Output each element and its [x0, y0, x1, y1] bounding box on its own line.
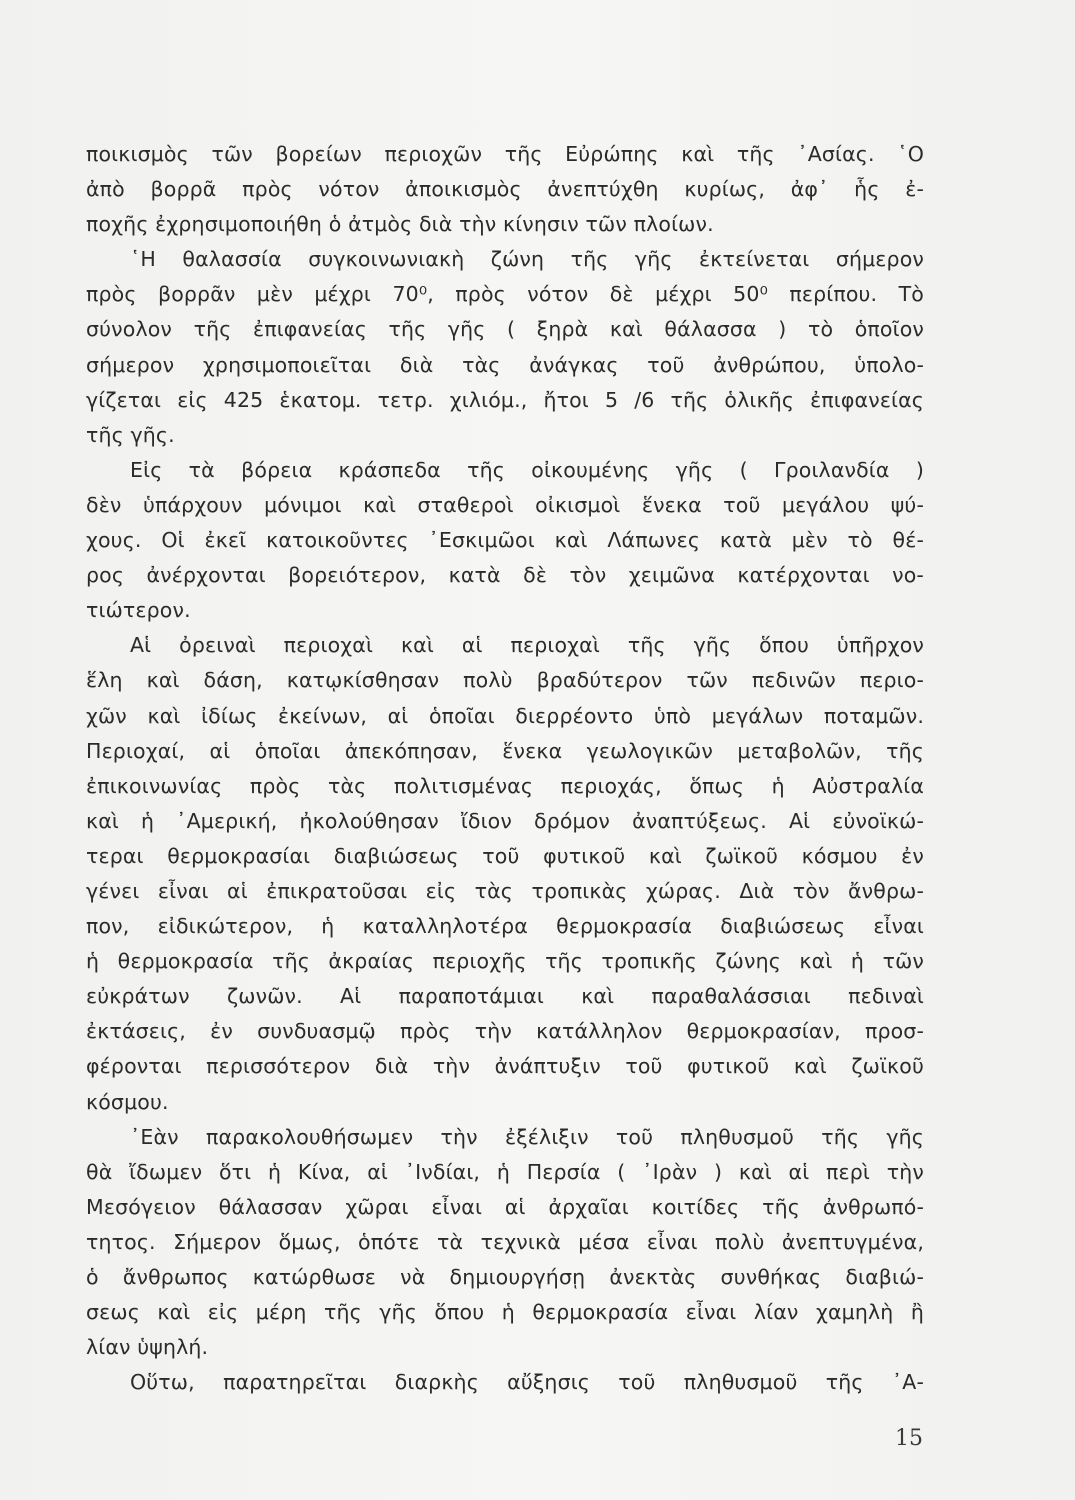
text-line: τητος. Σήμερον ὅμως, ὁπότε τὰ τεχνικὰ μέσα εἶναι πολὺ ἀνεπτυγμένα,: [86, 1229, 924, 1254]
text-line: Αἱ ὀρειναὶ περιοχαὶ καὶ αἱ περιοχαὶ τῆς γῆς ὅπου ὑπῆρχον: [130, 633, 924, 658]
text-line: ῾Η θαλασσία συγκοινωνιακὴ ζώνη τῆς γῆς ἐκτείνεται σήμερον: [130, 247, 924, 272]
text-line: ἐκτάσεις, ἐν συνδυασμῷ πρὸς τὴν κατάλληλον θερμοκρασίαν, προσ-: [86, 1019, 924, 1044]
text-line: δὲν ὑπάρχουν μόνιμοι καὶ σταθεροὶ οἰκισμοὶ ἕνεκα τοῦ μεγάλου ψύ-: [86, 492, 924, 517]
page-number: 15: [895, 1426, 923, 1451]
text-line: πον, εἰδικώτερον, ἡ καταλληλοτέρα θερμοκρασία διαβιώσεως εἶναι: [86, 914, 924, 939]
text-line: σύνολον τῆς ἐπιφανείας τῆς γῆς ( ξηρὰ καὶ θάλασσα ) τὸ ὁποῖον: [86, 317, 924, 342]
text-line: λίαν ὑψηλή.: [86, 1335, 209, 1360]
text-line: ὁ ἄνθρωπος κατώρθωσε νὰ δημιουργήσῃ ἀνεκτὰς συνθήκας διαβιώ-: [86, 1265, 924, 1289]
text-line: Μεσόγειον θάλασσαν χῶραι εἶναι αἱ ἀρχαῖαι κοιτίδες τῆς ἀνθρωπό-: [86, 1194, 924, 1219]
text-line: τεραι θερμοκρασίαι διαβιώσεως τοῦ φυτικοῦ καὶ ζωϊκοῦ κόσμου ἐν: [86, 843, 924, 868]
text-line: εὐκράτων ζωνῶν. Αἱ παραποτάμιαι καὶ παραθαλάσσιαι πεδιναὶ: [86, 984, 924, 1009]
text-line: χους. Οἱ ἐκεῖ κατοικοῦντες ᾿Εσκιμῶοι καὶ Λάπωνες κατὰ μὲν τὸ θέ-: [86, 528, 924, 553]
text-line: ἕλη καὶ δάση, κατῳκίσθησαν πολὺ βραδύτερον τῶν πεδινῶν περιο-: [86, 668, 924, 693]
text-line: ποικισμὸς τῶν βορείων περιοχῶν τῆς Εὐρώπης καὶ τῆς ᾿Ασίας. ῾Ο: [86, 142, 924, 166]
text-line: θὰ ἴδωμεν ὅτι ἡ Κίνα, αἱ ᾿Ινδίαι, ἡ Περσία ( ᾿Ιρὰν ) καὶ αἱ περὶ τὴν: [86, 1159, 924, 1184]
text-line: ᾿Εὰν παρακολουθήσωμεν τὴν ἐξέλιξιν τοῦ πληθυσμοῦ τῆς γῆς: [130, 1124, 924, 1149]
body-text: [86, 137, 924, 1400]
text-line: σεως καὶ εἰς μέρη τῆς γῆς ὅπου ἡ θερμοκρασία εἶναι λίαν χαμηλὴ ἢ: [86, 1300, 924, 1325]
text-line: σήμερον χρησιμοποιεῖται διὰ τὰς ἀνάγκας τοῦ ἀνθρώπου, ὑπολο-: [86, 352, 924, 377]
text-line: Περιοχαί, αἱ ὁποῖαι ἀπεκόπησαν, ἕνεκα γεωλογικῶν μεταβολῶν, τῆς: [86, 738, 924, 763]
text-line: φέρονται περισσότερον διὰ τὴν ἀνάπτυξιν τοῦ φυτικοῦ καὶ ζωϊκοῦ: [86, 1054, 924, 1079]
text-line: Εἰς τὰ βόρεια κράσπεδα τῆς οἰκουμένης γῆς ( Γροιλανδία ): [130, 457, 924, 482]
text-line: ἐπικοινωνίας πρὸς τὰς πολιτισμένας περιοχάς, ὅπως ἡ Αὐστραλία: [86, 773, 924, 798]
text-line: Οὕτω, παρατηρεῖται διαρκὴς αὔξησις τοῦ πληθυσμοῦ τῆς ᾿Α-: [130, 1370, 924, 1395]
text-line: κόσμου.: [86, 1089, 169, 1114]
text-line: πρὸς βορρᾶν μὲν μέχρι 70⁰, πρὸς νότον δὲ μέχρι 50⁰ περίπου. Τὸ: [86, 282, 924, 307]
text-line: γίζεται εἰς 425 ἑκατομ. τετρ. χιλιόμ., ἤτοι 5 /6 τῆς ὁλικῆς ἐπιφανείας: [86, 387, 924, 412]
text-line: τιώτερον.: [86, 598, 191, 623]
text-line: ἡ θερμοκρασία τῆς ἀκραίας περιοχῆς τῆς τροπικῆς ζώνης καὶ ἡ τῶν: [86, 949, 924, 974]
text-line: ἀπὸ βορρᾶ πρὸς νότον ἀποικισμὸς ἀνεπτύχθη κυρίως, ἀφ᾽ ἧς ἐ-: [86, 177, 924, 202]
text-line: ποχῆς ἐχρησιμοποιήθη ὁ ἀτμὸς διὰ τὴν κίνησιν τῶν πλοίων.: [86, 212, 714, 237]
text-line: τῆς γῆς.: [86, 422, 175, 447]
text-line: ρος ἀνέρχονται βορειότερον, κατὰ δὲ τὸν χειμῶνα κατέρχονται νο-: [86, 563, 924, 588]
text-line: καὶ ἡ ᾿Αμερική, ἠκολούθησαν ἴδιον δρόμον ἀναπτύξεως. Αἱ εὐνοϊκώ-: [86, 808, 924, 833]
text-line: χῶν καὶ ἰδίως ἐκείνων, αἱ ὁποῖαι διερρέοντο ὑπὸ μεγάλων ποταμῶν.: [86, 703, 924, 728]
text-line: γένει εἶναι αἱ ἐπικρατοῦσαι εἰς τὰς τροπικὰς χώρας. Διὰ τὸν ἄνθρω-: [86, 878, 924, 903]
